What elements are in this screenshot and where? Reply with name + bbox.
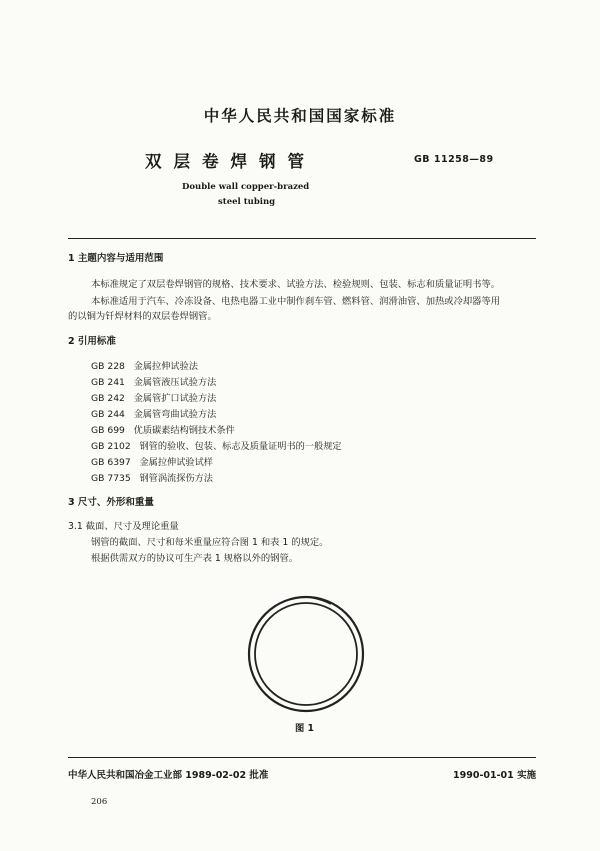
- reference-name: 钢管涡流探伤方法: [139, 473, 213, 484]
- section1-paragraph2-line2: 的以铜为钎焊材料的双层卷焊钢管。: [68, 311, 217, 322]
- section3-paragraph2: 根据供需双方的协议可生产表 1 规格以外的钢管。: [91, 553, 299, 564]
- reference-item: [91, 390, 216, 404]
- outer-wall: [249, 597, 363, 711]
- section1-paragraph2-line1: 本标准适用于汽车、冷冻设备、电热电器工业中制作刹车管、燃料管、润滑油管、加热或冷却器等用: [91, 296, 501, 307]
- reference-item: [91, 454, 213, 468]
- standard-number: GB 11258—89: [414, 154, 494, 165]
- reference-code: GB 7735: [91, 473, 131, 484]
- reference-name: 优质碳素结构钢技术条件: [133, 425, 235, 436]
- issuer-heading: 中华人民共和国国家标准: [203, 107, 397, 125]
- reference-code: GB 244: [91, 409, 125, 420]
- section1-heading: 1 主题内容与适用范围: [68, 253, 164, 264]
- reference-code: GB 228: [91, 361, 125, 372]
- document-title: 双层卷焊钢管: [145, 152, 316, 171]
- header-divider: [68, 238, 536, 239]
- reference-item: [91, 374, 216, 388]
- reference-name: 金属管扩口试验方法: [133, 393, 217, 404]
- approval-line: 中华人民共和国冶金工业部 1989-02-02 批准: [68, 770, 269, 781]
- section3-1-heading: 3.1 截面、尺寸及理论重量: [68, 521, 179, 532]
- page-number: 206: [91, 797, 108, 807]
- implementation-date: 1990-01-01 实施: [453, 770, 537, 781]
- section1-paragraph1: 本标准规定了双层卷焊钢管的规格、技术要求、试验方法、检验规则、包装、标志和质量证明书等。: [91, 279, 501, 290]
- section2-heading: 2 引用标准: [68, 336, 116, 347]
- reference-item: [91, 358, 198, 372]
- reference-code: GB 6397: [91, 457, 131, 468]
- english-title-line1: Double wall copper-brazed: [182, 182, 310, 192]
- figure-caption: 图 1: [295, 723, 315, 734]
- reference-code: GB 241: [91, 377, 125, 388]
- reference-name: 金属拉伸试验法: [133, 361, 198, 372]
- reference-item: [91, 406, 216, 420]
- reference-code: GB 2102: [91, 441, 131, 452]
- reference-name: 金属管弯曲试验方法: [133, 409, 217, 420]
- inner-wall: [255, 603, 357, 705]
- reference-name: 钢管的验收、包装、标志及质量证明书的一般规定: [139, 441, 342, 452]
- reference-name: 金属管液压试验方法: [133, 377, 217, 388]
- english-title-line2: steel tubing: [218, 197, 276, 207]
- footer-divider: [68, 757, 536, 758]
- reference-code: GB 242: [91, 393, 125, 404]
- reference-name: 金属拉伸试验试样: [139, 457, 213, 468]
- reference-item: [91, 438, 342, 452]
- reference-item: [91, 470, 213, 484]
- tube-cross-section-figure: [247, 595, 365, 713]
- section3-heading: 3 尺寸、外形和重量: [68, 497, 154, 508]
- section3-paragraph1: 钢管的截面、尺寸和每米重量应符合图 1 和表 1 的规定。: [91, 537, 329, 548]
- reference-item: [91, 422, 235, 436]
- reference-code: GB 699: [91, 425, 125, 436]
